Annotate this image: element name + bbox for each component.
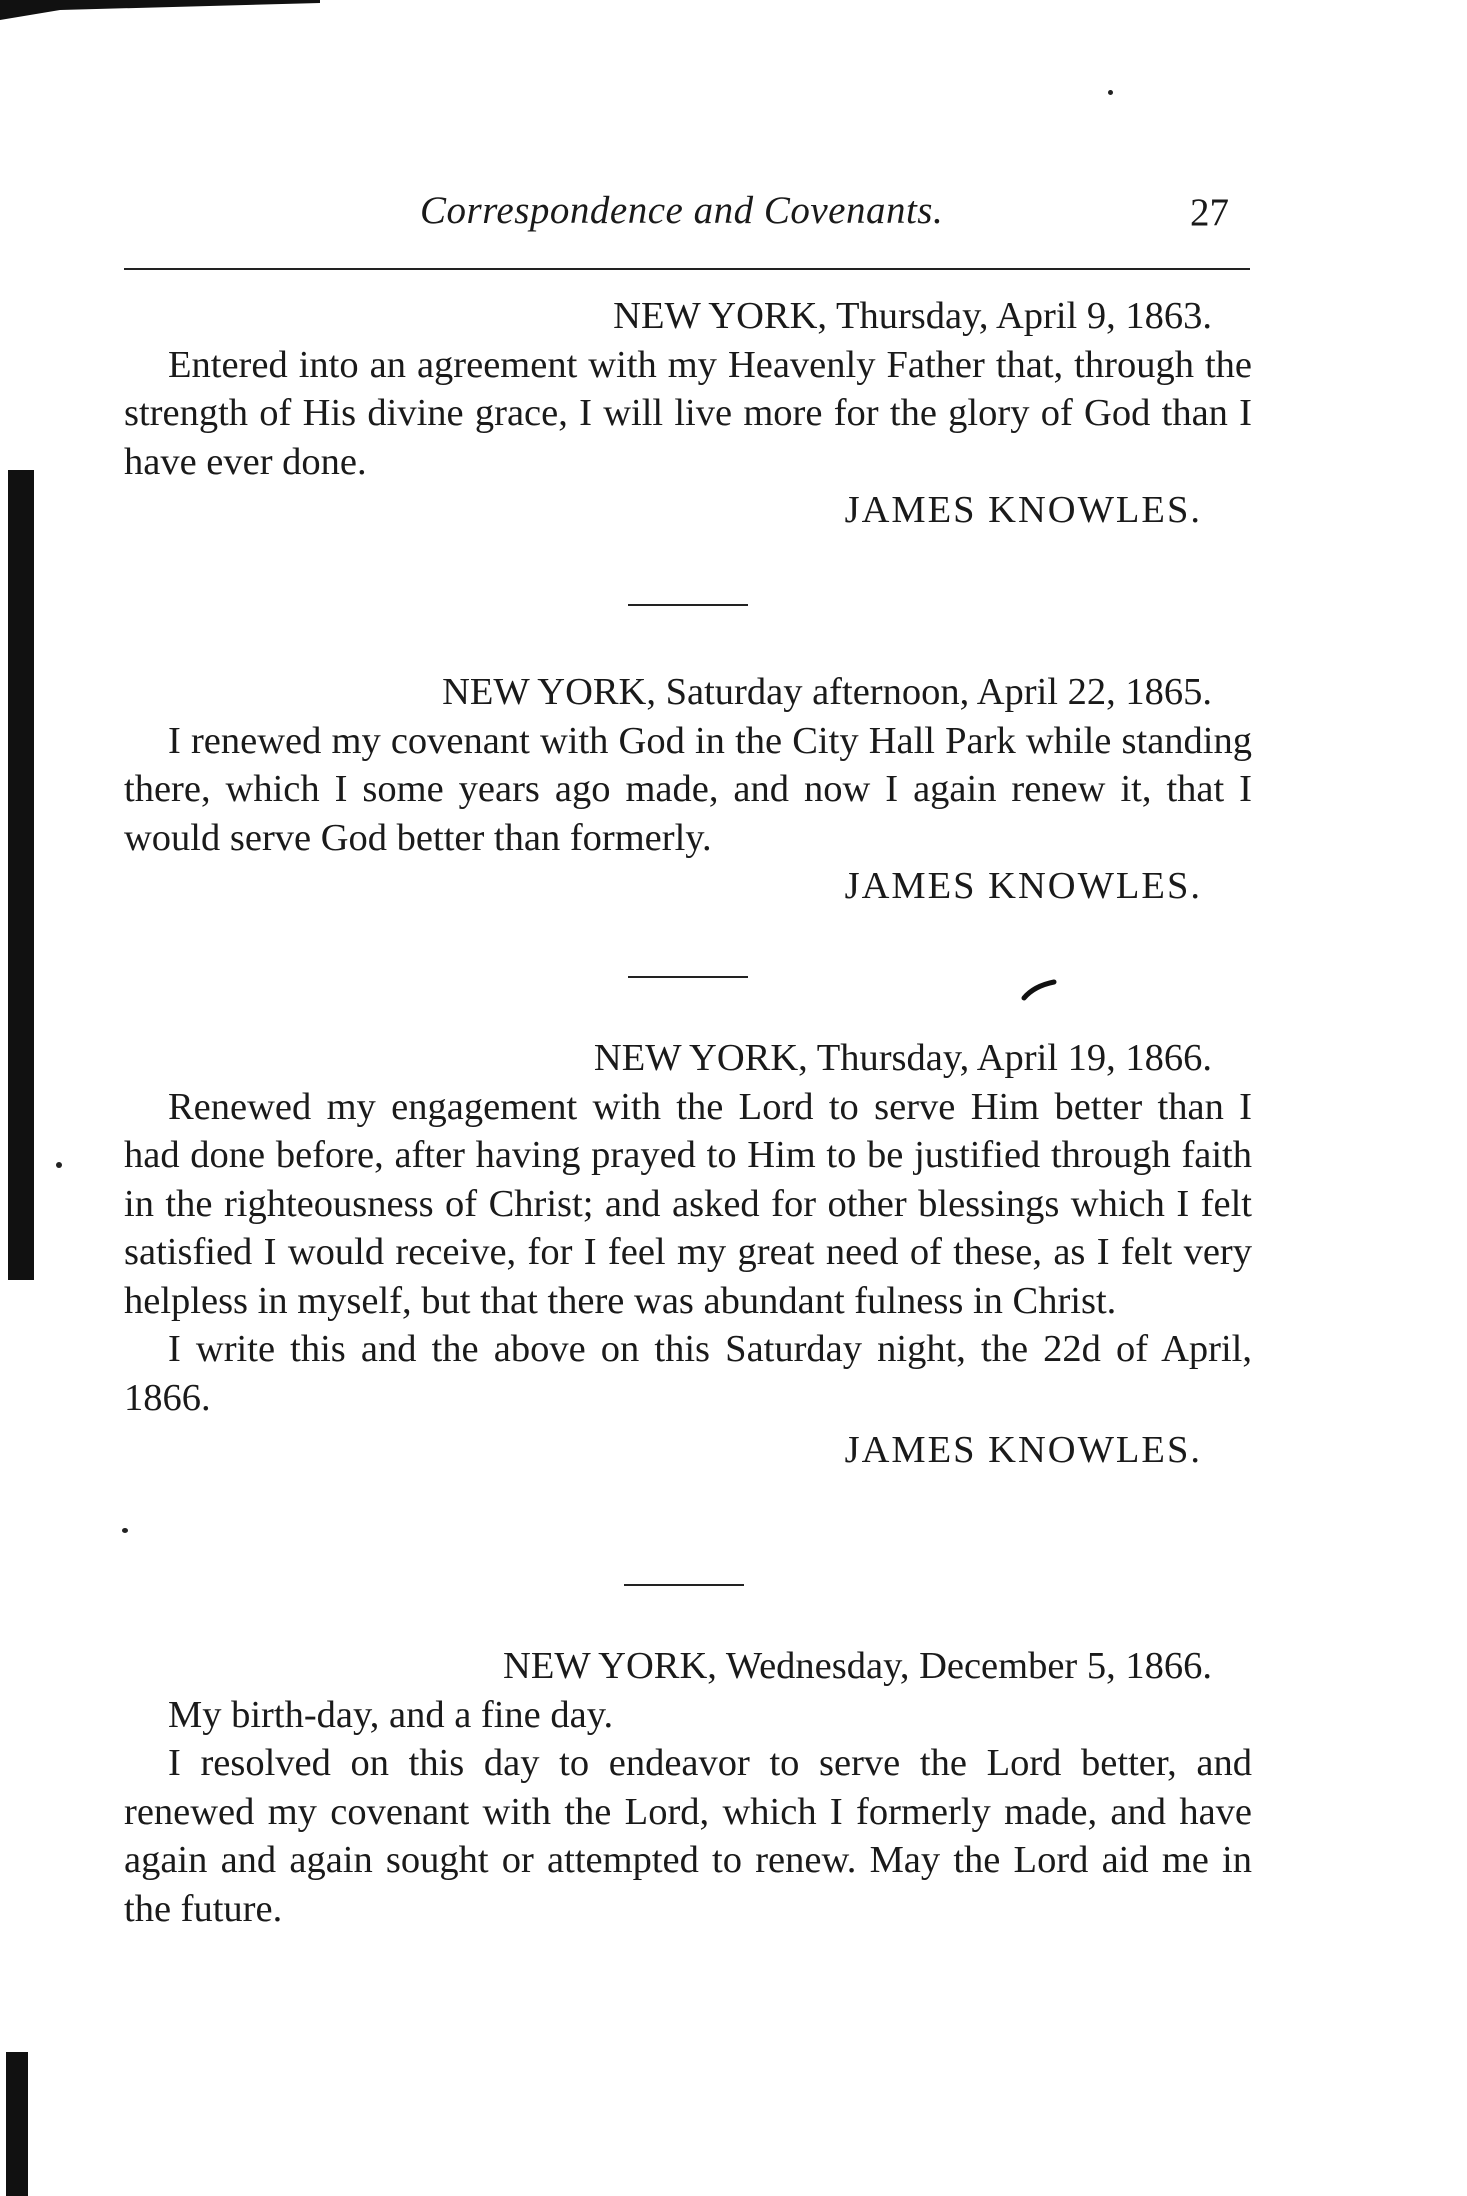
journal-entry-4 — [124, 1642, 1252, 1933]
entry-signature: JAMES KNOWLES. — [844, 865, 1202, 907]
entry-dateline: NEW YORK, Saturday afternoon, April 22, 1865. — [442, 671, 1212, 713]
entry-divider — [628, 604, 748, 606]
journal-entry-2 — [124, 668, 1252, 911]
entry-divider — [628, 976, 748, 978]
running-title: Correspondence and Covenants. — [420, 189, 944, 232]
entry-signature: JAMES KNOWLES. — [844, 1429, 1202, 1471]
scan-artifact-top — [0, 0, 320, 22]
entry-paragraph: I renewed my covenant with God in the City Hall Park while standing there, which I some years ago made, and now I again renew it, that I would serve God better than formerly. — [124, 719, 1252, 859]
entry-signature: JAMES KNOWLES. — [844, 489, 1202, 531]
entry-dateline: NEW YORK, Wednesday, December 5, 1866. — [503, 1645, 1212, 1687]
pen-mark — [1020, 978, 1060, 1002]
speck — [1108, 90, 1113, 95]
page-number: 27 — [1190, 191, 1229, 234]
entry-divider — [624, 1584, 744, 1586]
speck — [122, 1528, 128, 1533]
entry-paragraph: Renewed my engagement with the Lord to serve Him better than I had done before, after having prayed to Him to be justified through faith in the righteousness of Christ; and asked for other blessings which I felt satisfied I would receive, for I feel my great need of these, as I felt very helpless in myself, but that there was abundant fulness in Christ. — [124, 1085, 1252, 1322]
journal-entry-1 — [124, 292, 1252, 535]
entry-paragraph: I resolved on this day to endeavor to serve the Lord better, and renewed my covenant with the Lord, which I formerly made, and have again and again sought or attempted to renew. May the Lord aid me in the future. — [124, 1742, 1252, 1930]
entry-paragraph: I write this and the above on this Saturday night, the 22d of April, 1866. — [124, 1328, 1252, 1419]
entry-dateline: NEW YORK, Thursday, April 9, 1863. — [613, 295, 1212, 337]
speck — [56, 1162, 62, 1168]
entry-dateline: NEW YORK, Thursday, April 19, 1866. — [593, 1037, 1212, 1079]
entry-paragraph: Entered into an agreement with my Heavenly Father that, through the strength of His divine grace, I will live more for the glory of God than I have ever done. — [124, 343, 1252, 483]
scan-artifact-bottom-bar — [6, 2052, 28, 2196]
scan-artifact-left-bar — [8, 470, 34, 1280]
journal-entry-3 — [124, 1034, 1252, 1475]
header-rule — [124, 268, 1250, 270]
entry-paragraph: My birth-day, and a fine day. — [168, 1693, 614, 1736]
